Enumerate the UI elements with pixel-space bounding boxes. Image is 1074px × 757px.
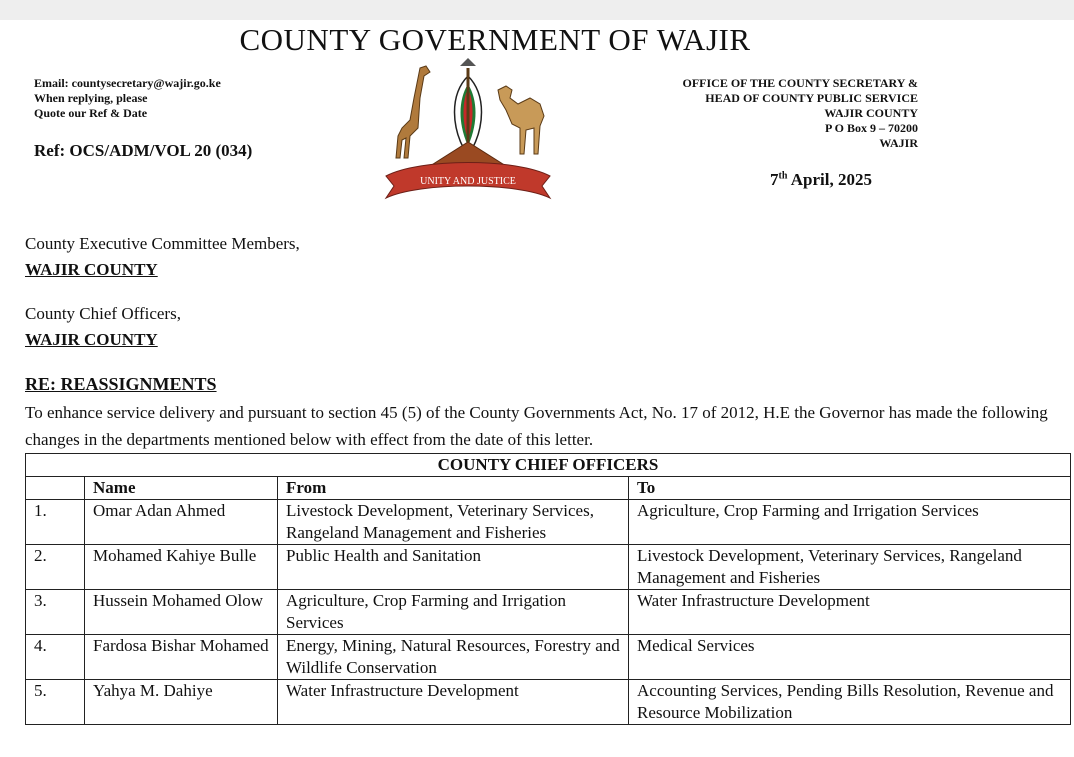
row-from: Agriculture, Crop Farming and Irrigation Services bbox=[278, 590, 629, 635]
table-row bbox=[26, 680, 1071, 725]
office-line-3: WAJIR COUNTY bbox=[824, 106, 918, 120]
row-from: Water Infrastructure Development bbox=[278, 680, 629, 725]
letterhead-title: COUNTY GOVERNMENT OF WAJIR bbox=[239, 22, 751, 57]
office-line-5: WAJIR bbox=[879, 136, 918, 150]
row-number: 2. bbox=[26, 545, 85, 590]
row-to: Water Infrastructure Development bbox=[629, 590, 1071, 635]
addressee-line: County Executive Committee Members, bbox=[25, 234, 300, 253]
row-number: 3. bbox=[26, 590, 85, 635]
office-address-block bbox=[683, 76, 919, 151]
top-bar bbox=[0, 0, 1074, 20]
county-crest-logo bbox=[380, 58, 556, 206]
row-name: Fardosa Bishar Mohamed bbox=[85, 635, 278, 680]
letter-date bbox=[770, 170, 872, 190]
table-row bbox=[26, 500, 1071, 545]
contact-block bbox=[34, 76, 221, 121]
row-to: Livestock Development, Veterinary Services, Rangeland Management and Fisheries bbox=[629, 545, 1071, 590]
row-name: Mohamed Kahiye Bulle bbox=[85, 545, 278, 590]
date-suffix: th bbox=[778, 170, 788, 182]
row-name: Hussein Mohamed Olow bbox=[85, 590, 278, 635]
reference-number: Ref: OCS/ADM/VOL 20 (034) bbox=[34, 141, 253, 160]
date-day: 7 bbox=[770, 170, 779, 189]
body-paragraph: To enhance service delivery and pursuant to section 45 (5) of the County Governments Act, No. 17 of 2012, H.E the Governor has made the following changes in the departments mentioned below with effect from the date of this letter. bbox=[25, 403, 1048, 449]
header-to: To bbox=[629, 477, 1071, 500]
contact-email: Email: countysecretary@wajir.go.ke bbox=[34, 76, 221, 90]
table-header-row bbox=[26, 477, 1071, 500]
addressee-chief-officers bbox=[25, 301, 181, 353]
date-month-year: April, 2025 bbox=[787, 170, 872, 189]
office-line-2: HEAD OF COUNTY PUBLIC SERVICE bbox=[705, 91, 918, 105]
office-line-4: P O Box 9 – 70200 bbox=[824, 121, 918, 135]
row-from: Livestock Development, Veterinary Services, Rangeland Management and Fisheries bbox=[278, 500, 629, 545]
row-to: Agriculture, Crop Farming and Irrigation Services bbox=[629, 500, 1071, 545]
row-to: Medical Services bbox=[629, 635, 1071, 680]
table-row bbox=[26, 590, 1071, 635]
addressee-cec-members bbox=[25, 231, 300, 283]
table-row bbox=[26, 545, 1071, 590]
row-from: Public Health and Sanitation bbox=[278, 545, 629, 590]
reassignments-table bbox=[25, 453, 1071, 725]
addressee-line: County Chief Officers, bbox=[25, 304, 181, 323]
row-name: Omar Adan Ahmed bbox=[85, 500, 278, 545]
table-caption: COUNTY CHIEF OFFICERS bbox=[26, 454, 1071, 477]
header-name: Name bbox=[85, 477, 278, 500]
header-from: From bbox=[278, 477, 629, 500]
contact-note-1: When replying, please bbox=[34, 91, 148, 105]
addressee-county: WAJIR COUNTY bbox=[25, 330, 158, 349]
contact-note-2: Quote our Ref & Date bbox=[34, 106, 148, 120]
row-to: Accounting Services, Pending Bills Resolution, Revenue and Resource Mobilization bbox=[629, 680, 1071, 725]
row-name: Yahya M. Dahiye bbox=[85, 680, 278, 725]
table-row bbox=[26, 635, 1071, 680]
row-number: 4. bbox=[26, 635, 85, 680]
header-number bbox=[26, 477, 85, 500]
office-line-1: OFFICE OF THE COUNTY SECRETARY & bbox=[682, 76, 918, 90]
addressee-county: WAJIR COUNTY bbox=[25, 260, 158, 279]
row-number: 1. bbox=[26, 500, 85, 545]
subject-line: RE: REASSIGNMENTS bbox=[25, 374, 217, 394]
row-from: Energy, Mining, Natural Resources, Forestry and Wildlife Conservation bbox=[278, 635, 629, 680]
row-number: 5. bbox=[26, 680, 85, 725]
crest-motto: UNITY AND JUSTICE bbox=[420, 176, 516, 187]
table-caption-row bbox=[26, 454, 1071, 477]
